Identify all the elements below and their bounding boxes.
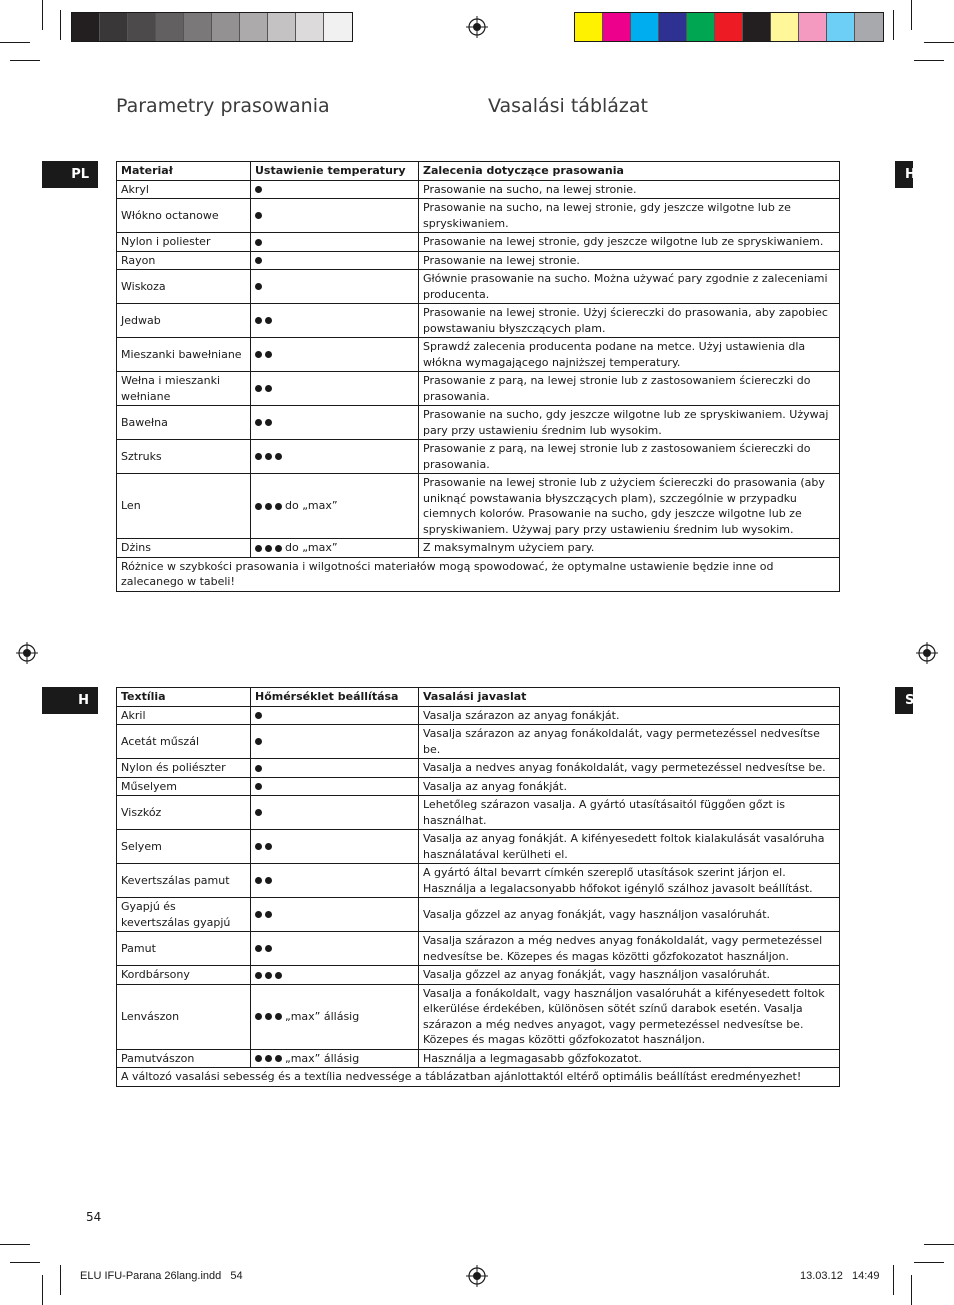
temperature-dot-icon	[255, 186, 262, 193]
table-footnote: Różnice w szybkości prasowania i wilgotności materiałów mogą spowodować, że optymalne ustawienie będzie inne od zalecanego w tabeli!	[117, 557, 840, 591]
temperature-dot-icon	[255, 1055, 262, 1062]
material-cell: Wiskoza	[117, 270, 251, 304]
temperature-dot-icon	[255, 765, 262, 772]
registration-mark-icon	[466, 1265, 488, 1287]
advice-cell: Prasowanie na lewej stronie lub z użyciem ściereczki do prasowania (aby uniknąć powstawania błyszczących plam), szczególnie w przypadku ciemnych kolorów. Prasowanie na sucho, gdy jeszcze wilgotne lub ze spryskiwaniem. Używaj pary przy ustawieniu średnim lub wysokim.	[419, 474, 840, 539]
temperature-dot-icon	[255, 419, 262, 426]
temperature-suffix: „max” állásig	[285, 1009, 360, 1023]
table-row	[117, 539, 840, 558]
material-cell: Jedwab	[117, 304, 251, 338]
material-cell: Akryl	[117, 180, 251, 199]
advice-cell: Vasalja az anyag fonákját. A kifényesedett foltok kialakulását vasalóruha használatával kerülheti el.	[419, 830, 840, 864]
language-tab-pl: PL	[42, 161, 98, 188]
table-row	[117, 796, 840, 830]
temperature-cell	[251, 796, 419, 830]
temperature-cell	[251, 539, 419, 558]
table-row	[117, 440, 840, 474]
table-body	[117, 706, 840, 1068]
color-swatch	[324, 13, 352, 41]
temperature-dot-icon	[265, 972, 272, 979]
temperature-dot-icon	[255, 945, 262, 952]
temperature-dot-icon	[255, 212, 262, 219]
temperature-cell	[251, 338, 419, 372]
temperature-cell	[251, 830, 419, 864]
crop-mark	[893, 10, 894, 40]
temperature-dot-icon	[265, 1013, 272, 1020]
material-cell: Acetát műszál	[117, 725, 251, 759]
temperature-dot-icon	[255, 783, 262, 790]
table-row	[117, 777, 840, 796]
temperature-dot-icon	[265, 385, 272, 392]
temperature-dot-icon	[255, 809, 262, 816]
crop-mark	[42, 1275, 43, 1305]
crop-mark	[914, 1262, 944, 1263]
crop-mark	[914, 60, 944, 61]
temperature-dot-icon	[265, 877, 272, 884]
advice-cell: Sprawdź zalecenia producenta podane na metce. Użyj ustawienia dla włókna wymagającego najniższej temperatury.	[419, 338, 840, 372]
table-row	[117, 759, 840, 778]
temperature-dot-icon	[265, 453, 272, 460]
temperature-dot-icon	[265, 945, 272, 952]
material-cell: Pamutvászon	[117, 1049, 251, 1068]
temperature-cell	[251, 898, 419, 932]
material-cell: Bawełna	[117, 406, 251, 440]
crop-mark	[0, 1244, 30, 1245]
temperature-dot-icon	[265, 1055, 272, 1062]
advice-cell: Prasowanie na lewej stronie, gdy jeszcze wilgotne lub ze spryskiwaniem.	[419, 233, 840, 252]
color-swatch	[855, 13, 883, 41]
material-cell: Műselyem	[117, 777, 251, 796]
advice-cell: Prasowanie na sucho, na lewej stronie.	[419, 180, 840, 199]
material-cell: Mieszanki bawełniane	[117, 338, 251, 372]
advice-cell: Lehetőleg szárazon vasalja. A gyártó utasításaitól függően gőzt is használhat.	[419, 796, 840, 830]
crop-mark	[893, 1265, 894, 1295]
language-tab-right-top: H	[895, 161, 913, 188]
advice-cell: Vasalja gőzzel az anyag fonákját, vagy használjon vasalóruhát.	[419, 898, 840, 932]
temperature-dot-icon	[255, 738, 262, 745]
table-row	[117, 251, 840, 270]
table-row	[117, 898, 840, 932]
ironing-table-hu	[116, 687, 840, 1087]
temperature-dot-icon	[255, 351, 262, 358]
column-header-advice: Vasalási javaslat	[419, 688, 840, 707]
color-swatch	[603, 13, 631, 41]
crop-mark	[10, 1262, 40, 1263]
temperature-cell	[251, 440, 419, 474]
temperature-cell	[251, 932, 419, 966]
temperature-cell	[251, 233, 419, 252]
material-cell: Dżins	[117, 539, 251, 558]
advice-cell: Vasalja szárazon az anyag fonákoldalát, vagy permetezéssel nedvesítse be.	[419, 725, 840, 759]
temperature-dot-icon	[265, 545, 272, 552]
crop-mark	[60, 1265, 61, 1295]
column-header-temperature: Ustawienie temperatury	[251, 162, 419, 181]
temperature-cell	[251, 759, 419, 778]
slug-file-name: ELU IFU-Parana 26lang.indd 54	[80, 1270, 243, 1282]
material-cell: Lenvászon	[117, 984, 251, 1049]
process-color-bar	[574, 12, 884, 42]
table-row	[117, 406, 840, 440]
color-swatch	[100, 13, 128, 41]
temperature-cell	[251, 725, 419, 759]
temperature-dot-icon	[265, 317, 272, 324]
temperature-suffix: „max” állásig	[285, 1051, 360, 1065]
temperature-cell	[251, 474, 419, 539]
table-header-row	[117, 162, 840, 181]
temperature-cell	[251, 270, 419, 304]
table-row	[117, 830, 840, 864]
color-swatch	[156, 13, 184, 41]
temperature-cell	[251, 864, 419, 898]
temperature-cell	[251, 1049, 419, 1068]
temperature-cell	[251, 406, 419, 440]
advice-cell: Vasalja szárazon az anyag fonákját.	[419, 706, 840, 725]
table-row	[117, 270, 840, 304]
color-swatch	[240, 13, 268, 41]
temperature-dot-icon	[265, 351, 272, 358]
advice-cell: Vasalja gőzzel az anyag fonákját, vagy használjon vasalóruhát.	[419, 966, 840, 985]
table-footer-row	[117, 557, 840, 591]
temperature-cell	[251, 199, 419, 233]
table-row	[117, 966, 840, 985]
advice-cell: A gyártó által bevarrt címkén szereplő utasítások szerint járjon el. Használja a legalacsonyabb hőfokot igénylő szálhoz javasolt beállítást.	[419, 864, 840, 898]
temperature-cell	[251, 966, 419, 985]
crop-mark	[0, 42, 30, 43]
registration-mark-icon	[466, 16, 488, 38]
temperature-dot-icon	[255, 712, 262, 719]
temperature-dot-icon	[255, 283, 262, 290]
material-cell: Włókno octanowe	[117, 199, 251, 233]
advice-cell: Vasalja az anyag fonákját.	[419, 777, 840, 796]
material-cell: Viszkóz	[117, 796, 251, 830]
color-swatch	[184, 13, 212, 41]
advice-cell: Használja a legmagasabb gőzfokozatot.	[419, 1049, 840, 1068]
grayscale-color-bar	[71, 12, 353, 42]
temperature-dot-icon	[275, 972, 282, 979]
page-title-hu: Vasalási táblázat	[488, 95, 648, 117]
color-swatch	[212, 13, 240, 41]
advice-cell: Z maksymalnym użyciem pary.	[419, 539, 840, 558]
temperature-dot-icon	[255, 911, 262, 918]
temperature-dot-icon	[255, 503, 262, 510]
temperature-dot-icon	[255, 843, 262, 850]
table-body	[117, 180, 840, 557]
temperature-cell	[251, 372, 419, 406]
color-swatch	[268, 13, 296, 41]
temperature-cell	[251, 777, 419, 796]
color-swatch	[575, 13, 603, 41]
advice-cell: Głównie prasowanie na sucho. Można używać pary zgodnie z zaleceniami producenta.	[419, 270, 840, 304]
table-row	[117, 984, 840, 1049]
crop-mark	[911, 0, 912, 30]
column-header-material: Materiał	[117, 162, 251, 181]
advice-cell: Vasalja a nedves anyag fonákoldalát, vagy permetezéssel nedvesítse be.	[419, 759, 840, 778]
table-row	[117, 864, 840, 898]
crop-mark	[42, 0, 43, 30]
temperature-suffix: do „max”	[285, 499, 338, 513]
temperature-dot-icon	[275, 545, 282, 552]
color-swatch	[715, 13, 743, 41]
temperature-dot-icon	[265, 419, 272, 426]
color-swatch	[743, 13, 771, 41]
table-header-row	[117, 688, 840, 707]
crop-mark	[10, 60, 40, 61]
temperature-dot-icon	[255, 972, 262, 979]
crop-mark	[911, 1275, 912, 1305]
material-cell: Kevertszálas pamut	[117, 864, 251, 898]
crop-mark	[924, 1244, 954, 1245]
table-row	[117, 233, 840, 252]
column-header-material: Textília	[117, 688, 251, 707]
temperature-cell	[251, 180, 419, 199]
table-row	[117, 372, 840, 406]
advice-cell: Prasowanie na sucho, na lewej stronie, gdy jeszcze wilgotne lub ze spryskiwaniem.	[419, 199, 840, 233]
temperature-dot-icon	[275, 503, 282, 510]
advice-cell: Prasowanie z parą, na lewej stronie lub z zastosowaniem ściereczki do prasowania.	[419, 440, 840, 474]
table-row	[117, 706, 840, 725]
registration-mark-icon	[16, 642, 38, 664]
temperature-dot-icon	[265, 911, 272, 918]
advice-cell: Prasowanie na lewej stronie.	[419, 251, 840, 270]
column-header-temperature: Hőmérséklet beállítása	[251, 688, 419, 707]
material-cell: Len	[117, 474, 251, 539]
page-number: 54	[86, 1210, 102, 1224]
color-swatch	[128, 13, 156, 41]
temperature-dot-icon	[255, 317, 262, 324]
temperature-dot-icon	[275, 1013, 282, 1020]
color-swatch	[296, 13, 324, 41]
material-cell: Rayon	[117, 251, 251, 270]
temperature-cell	[251, 706, 419, 725]
temperature-dot-icon	[265, 503, 272, 510]
advice-cell: Vasalja szárazon a még nedves anyag fonákoldalát, vagy permetezéssel nedvesítse be. Közepes és magas közötti gőzfokozatot használjon.	[419, 932, 840, 966]
crop-mark	[60, 10, 61, 40]
table-footnote: A változó vasalási sebesség és a textília nedvessége a táblázatban ajánlottaktól eltérő optimális beállítást eredményezhet!	[117, 1068, 840, 1087]
color-swatch	[827, 13, 855, 41]
registration-mark-icon	[916, 642, 938, 664]
temperature-dot-icon	[275, 453, 282, 460]
temperature-dot-icon	[275, 1055, 282, 1062]
page-title-pl: Parametry prasowania	[116, 95, 330, 117]
color-swatch	[687, 13, 715, 41]
temperature-dot-icon	[255, 385, 262, 392]
temperature-cell	[251, 251, 419, 270]
temperature-dot-icon	[255, 545, 262, 552]
temperature-dot-icon	[255, 453, 262, 460]
column-header-advice: Zalecenia dotyczące prasowania	[419, 162, 840, 181]
material-cell: Nylon i poliester	[117, 233, 251, 252]
advice-cell: Vasalja a fonákoldalt, vagy használjon vasalóruhát a kifényesedett foltok elkerülése érdekében, különösen sötét színű darabok esetén. Vasalja szárazon a még nedves anyagot, vagy permetezéssel nedvesítse be. Közepes és magas közötti gőzfokozatot használjon.	[419, 984, 840, 1049]
table-row	[117, 304, 840, 338]
language-tab-right-bottom: S	[895, 687, 913, 714]
advice-cell: Prasowanie na sucho, gdy jeszcze wilgotne lub ze spryskiwaniem. Używaj pary przy ustawieniu średnim lub wysokim.	[419, 406, 840, 440]
material-cell: Gyapjú és kevertszálas gyapjú	[117, 898, 251, 932]
material-cell: Akril	[117, 706, 251, 725]
table-row	[117, 932, 840, 966]
table-row	[117, 338, 840, 372]
advice-cell: Prasowanie z parą, na lewej stronie lub z zastosowaniem ściereczki do prasowania.	[419, 372, 840, 406]
ironing-table-pl	[116, 161, 840, 592]
temperature-dot-icon	[255, 877, 262, 884]
temperature-cell	[251, 984, 419, 1049]
table-row	[117, 1049, 840, 1068]
color-swatch	[771, 13, 799, 41]
material-cell: Nylon és poliészter	[117, 759, 251, 778]
material-cell: Selyem	[117, 830, 251, 864]
temperature-dot-icon	[255, 239, 262, 246]
table-footer-row	[117, 1068, 840, 1087]
material-cell: Sztruks	[117, 440, 251, 474]
table-row	[117, 474, 840, 539]
language-tab-h: H	[42, 687, 98, 714]
color-swatch	[659, 13, 687, 41]
table-row	[117, 725, 840, 759]
temperature-cell	[251, 304, 419, 338]
crop-mark	[924, 42, 954, 43]
temperature-suffix: do „max”	[285, 541, 338, 554]
temperature-dot-icon	[265, 843, 272, 850]
color-swatch	[799, 13, 827, 41]
temperature-dot-icon	[255, 257, 262, 264]
material-cell: Wełna i mieszanki wełniane	[117, 372, 251, 406]
advice-cell: Prasowanie na lewej stronie. Użyj ściereczki do prasowania, aby zapobiec powstawaniu błyszczących plam.	[419, 304, 840, 338]
table-row	[117, 180, 840, 199]
material-cell: Kordbársony	[117, 966, 251, 985]
temperature-dot-icon	[255, 1013, 262, 1020]
material-cell: Pamut	[117, 932, 251, 966]
color-swatch	[631, 13, 659, 41]
color-swatch	[72, 13, 100, 41]
slug-date: 13.03.12 14:49	[800, 1270, 880, 1282]
table-row	[117, 199, 840, 233]
